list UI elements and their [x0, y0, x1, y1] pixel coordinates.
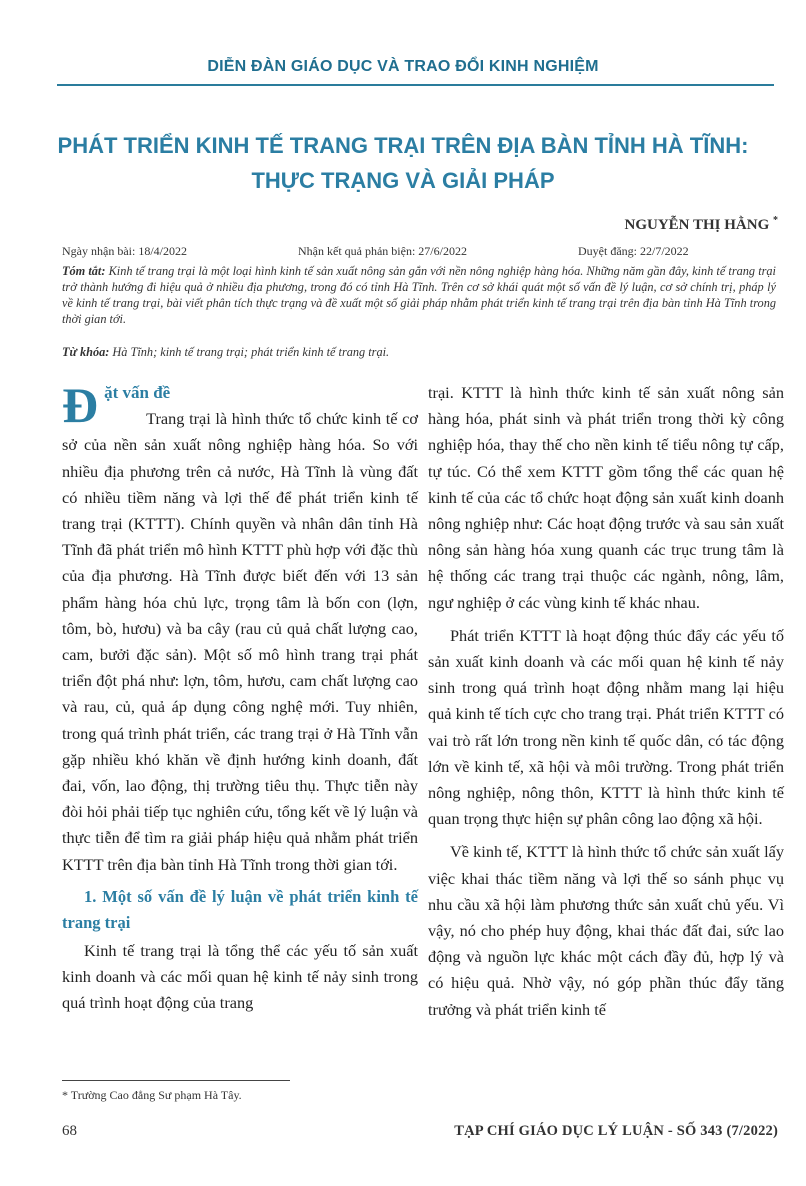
- drop-cap: Đ: [62, 377, 99, 433]
- author-text: NGUYỄN THỊ HẰNG: [624, 217, 770, 233]
- intro-block: [62, 377, 418, 878]
- intro-paragraph: Trang trại là hình thức tổ chức kinh tế cơ sở của nền sản xuất nông nghiệp hàng hóa. So với nhiều địa phương trên cả nước, Hà Tĩnh là vùng đất có nhiều tiềm năng và lợi thế để phát triển kinh tế trang trại (KTTT). Chính quyền và nhân dân tỉnh Hà Tĩnh đã phát triển mô hình KTTT phù hợp với đặc thù của địa phương. Hà Tĩnh được biết đến với 13 sản phẩm hàng hóa chủ lực, trọng tâm là bốn con (lợn, tôm, bò, hươu) và ba cây (rau củ quả chất lượng cao, cam, bưởi đặc sản). Một số mô hình trang trại phát triển đột phá như: lợn, tôm, hươu, cam chất lượng cao và rau, củ, quả áp dụng công nghệ mới. Tuy nhiên, trong quá trình phát triển, các trang trại ở Hà Tĩnh vẫn gặp nhiều khó khăn về định hướng kinh doanh, đất đai, vốn, lao động, thị trường tiêu thụ. Thực tiễn này đòi hỏi phải tiếp tục nghiên cứu, tổng kết về lý luận và thực tiễn để tìm ra giải pháp hiệu quả nhằm phát triển KTTT trên địa bàn tỉnh Hà Tĩnh trong thời gian tới.: [62, 409, 418, 874]
- left-column: [62, 377, 418, 1016]
- article-title: [40, 128, 766, 198]
- abstract-text: Kinh tế trang trại là một loại hình kinh tế sản xuất nông sản gắn với nền nông nghiệp hàng hóa. Những năm gần đây, kinh tế trang trại trở thành hướng đi hiệu quả ở nhiều địa phương, trong đó có tỉnh Hà Tĩnh. Trên cơ sở khái quát một số vấn đề lý luận, cơ sở chính trị, pháp lý về kinh tế trang trại, bài viết phân tích thực trạng và đề xuất một số giải pháp nhằm phát triển kinh tế trang trại trên địa bàn tỉnh Hà Tĩnh trong thời gian tới.: [62, 264, 776, 326]
- section1-paragraph: Kinh tế trang trại là tổng thể các yếu tố sản xuất kinh doanh và các mối quan hệ kinh tế nảy sinh trong quá trình hoạt động của trang: [62, 940, 418, 1013]
- right-paragraph-3: Về kinh tế, KTTT là hình thức tổ chức sản xuất lấy việc khai thác tiềm năng và lợi thế so sánh phục vụ nhu cầu xã hội làm phương thức sản xuất chủ yếu. Vì vậy, nó cho phép huy động, khai thác đất đai, sức lao động và nguồn lực khác một cách đầy đủ, hợp lý và có hiệu quả. Nhờ vậy, nó góp phần thúc đẩy tăng trưởng và phát triển kinh tế: [428, 842, 784, 1019]
- article-title-line2: THỰC TRẠNG VÀ GIẢI PHÁP: [251, 168, 555, 193]
- right-paragraph-1: trại. KTTT là hình thức kinh tế sản xuất nông sản hàng hóa, phát sinh và phát triển trong thời kỳ công nghiệp hóa, thay thế cho nền kinh tế tiểu nông tự cấp, tự túc. Có thể xem KTTT gồm tổng thể các quan hệ kinh tế của các tổ chức hoạt động sản xuất kinh doanh nông nghiệp như: Các hoạt động trước và sau sản xuất nông sản hàng hóa xung quanh các trục trung tâm là hệ thống các trang trại thuộc các ngành, nông, lâm, ngư nghiệp ở các vùng kinh tế khác nhau.: [428, 383, 784, 612]
- keywords-text: Hà Tĩnh; kinh tế trang trại; phát triển kinh tế trang trại.: [112, 345, 390, 359]
- abstract-label: Tóm tắt:: [62, 264, 106, 278]
- keywords: [62, 344, 776, 360]
- right-column: [428, 380, 784, 1023]
- section-heading-1: 1. Một số vấn đề lý luận về phát triển kinh tế trang trại: [62, 886, 418, 932]
- right-paragraph-2: Phát triển KTTT là hoạt động thúc đẩy các yếu tố sản xuất kinh doanh và các mối quan hệ kinh tế nảy sinh trong quá trình hoạt động nhằm mang lại hiệu quả kinh tế tích cực cho trang trại. Phát triển KTTT có vai trò rất lớn trong nền kinh tế quốc dân, có tác động lớn về kinh tế, xã hội và môi trường. Trong phát triển nông nghiệp, nông thôn, KTTT là hình thức kinh tế quan trọng thực hiện sự phân công lao động xã hội.: [428, 625, 784, 829]
- date-accepted: Duyệt đăng: 22/7/2022: [578, 244, 689, 258]
- intro-heading: ặt vấn đề: [104, 383, 171, 402]
- page-number: 68: [62, 1123, 77, 1139]
- author-footnote-mark: *: [773, 215, 778, 226]
- date-review: Nhận kết quả phản biện: 27/6/2022: [298, 244, 467, 258]
- journal-name: TẠP CHÍ GIÁO DỤC LÝ LUẬN - SỐ 343 (7/2022): [454, 1123, 778, 1139]
- keywords-label: Từ khóa:: [62, 345, 110, 359]
- footnote-divider: [62, 1080, 290, 1081]
- header-divider: [57, 84, 774, 86]
- abstract: [62, 263, 776, 327]
- section-header: DIỄN ĐÀN GIÁO DỤC VÀ TRAO ĐỔI KINH NGHIỆM: [207, 58, 599, 75]
- article-title-line1: PHÁT TRIỂN KINH TẾ TRANG TRẠI TRÊN ĐỊA BÀN TỈNH HÀ TĨNH:: [57, 133, 749, 158]
- footnote: * Trường Cao đẳng Sư phạm Hà Tây.: [62, 1088, 242, 1102]
- date-received: Ngày nhận bài: 18/4/2022: [62, 244, 187, 258]
- author-name: [625, 215, 779, 234]
